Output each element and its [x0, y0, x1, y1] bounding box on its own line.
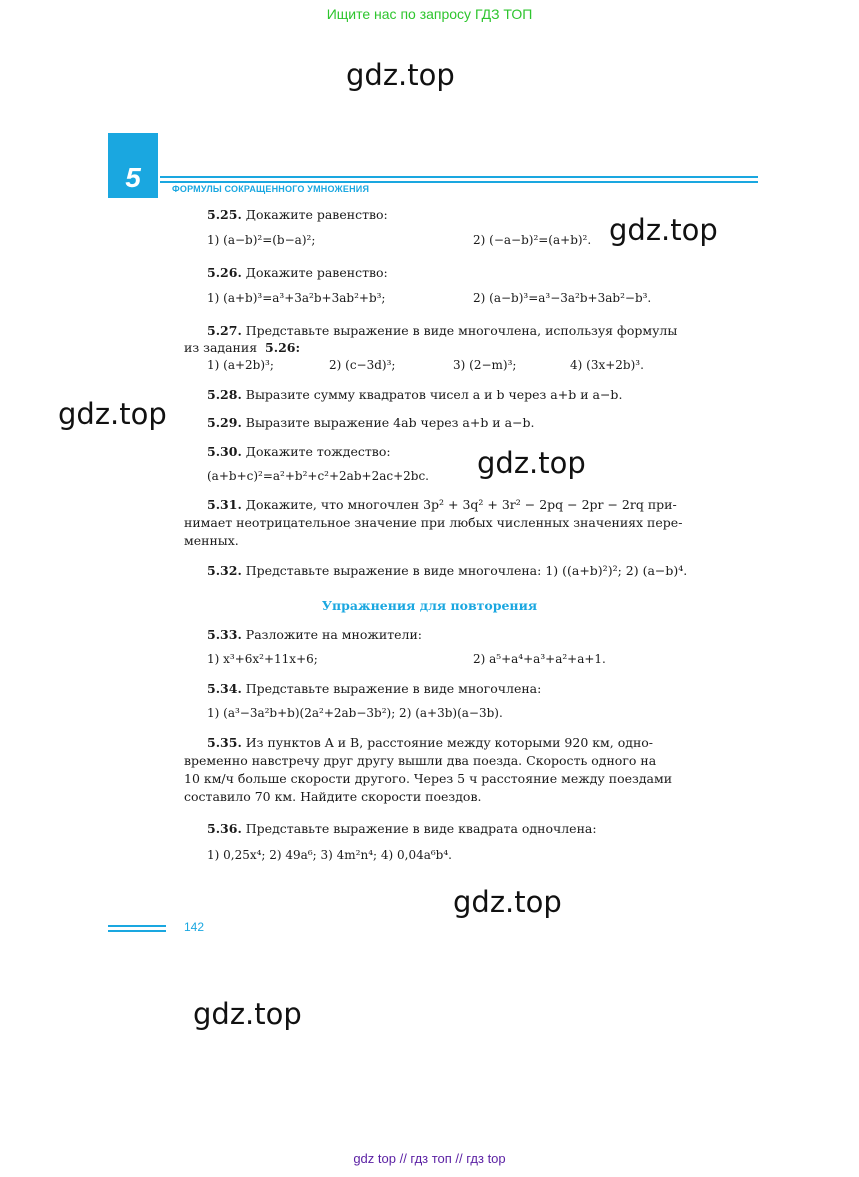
problem-5-27-item: 2) (c−3d)³;: [329, 358, 396, 372]
problem-5-33-part-2: 2) a⁵+a⁴+a³+a²+a+1.: [473, 652, 606, 666]
page-number: 142: [184, 920, 205, 934]
problem-5-27-item: 4) (3x+2b)³.: [570, 358, 644, 372]
problem-5-28: 5.28. Выразите сумму квадратов чисел a и b через a+b и a−b.: [207, 387, 623, 402]
chapter-title: ФОРМУЛЫ СОКРАЩЕННОГО УМНОЖЕНИЯ: [172, 184, 370, 194]
problem-5-35-line: временно навстречу друг другу вышли два поезда. Скорость одного на: [184, 753, 657, 768]
problem-5-27-item: 3) (2−m)³;: [453, 358, 517, 372]
problem-5-25: 5.25. Докажите равенство:: [207, 207, 388, 222]
problem-5-29: 5.29. Выразите выражение 4ab через a+b и a−b.: [207, 415, 535, 430]
problem-5-31-line: менных.: [184, 533, 239, 548]
problem-5-35-line: составило 70 км. Найдите скорости поездов.: [184, 789, 482, 804]
problem-5-31: 5.31. Докажите, что многочлен 3p² + 3q² + 3r² − 2pq − 2pr − 2rq при-: [207, 497, 677, 512]
problem-5-26: 5.26. Докажите равенство:: [207, 265, 388, 280]
header-rule: [160, 181, 758, 183]
problem-5-36: 5.36. Представьте выражение в виде квадрата одночлена:: [207, 821, 597, 836]
watermark: gdz.top: [477, 446, 586, 480]
problem-5-27: 5.27. Представьте выражение в виде многочлена, используя формулы: [207, 323, 678, 338]
problem-5-26-part-2: 2) (a−b)³=a³−3a²b+3ab²−b³.: [473, 291, 652, 305]
page-rule: [108, 930, 166, 932]
problem-5-36-items: 1) 0,25x⁴; 2) 49a⁶; 3) 4m²n⁴; 4) 0,04a⁶b⁴.: [207, 848, 452, 862]
problem-5-35: 5.35. Из пунктов A и B, расстояние между которыми 920 км, одно-: [207, 735, 654, 750]
chapter-number: 5: [125, 162, 141, 193]
problem-5-27-item: 1) (a+2b)³;: [207, 358, 274, 372]
problem-5-34-items: 1) (a³−3a²b+b)(2a²+2ab−3b²); 2) (a+3b)(a−3b).: [207, 706, 503, 720]
problem-5-33: 5.33. Разложите на множители:: [207, 627, 423, 642]
problem-5-27-cont: из задания 5.26:: [184, 340, 301, 355]
problem-5-32: 5.32. Представьте выражение в виде многочлена: 1) ((a+b)²)²; 2) (a−b)⁴.: [207, 563, 688, 578]
page-rule: [108, 925, 166, 927]
footer-links[interactable]: gdz top // гдз топ // гдз top: [353, 1151, 506, 1166]
problem-5-30: 5.30. Докажите тождество:: [207, 444, 391, 459]
problem-5-33-part-1: 1) x³+6x²+11x+6;: [207, 652, 318, 666]
watermark: gdz.top: [609, 213, 718, 247]
problem-5-35-line: 10 км/ч больше скорости другого. Через 5 ч расстояние между поездами: [184, 771, 673, 786]
problem-5-30-formula: (a+b+c)²=a²+b²+c²+2ab+2ac+2bc.: [207, 469, 429, 483]
watermark: gdz.top: [193, 997, 302, 1031]
search-banner: Ищите нас по запросу ГДЗ ТОП: [326, 6, 533, 22]
problem-5-34: 5.34. Представьте выражение в виде многочлена:: [207, 681, 542, 696]
watermark: gdz.top: [58, 397, 167, 431]
section-heading: Упражнения для повторения: [321, 598, 538, 613]
problem-5-25-part-1: 1) (a−b)²=(b−a)²;: [207, 233, 316, 247]
header-rule: [160, 176, 758, 178]
problem-5-26-part-1: 1) (a+b)³=a³+3a²b+3ab²+b³;: [207, 291, 386, 305]
problem-5-31-line: нимает неотрицательное значение при любых численных значениях пере-: [184, 515, 683, 530]
watermark: gdz.top: [346, 58, 455, 92]
watermark: gdz.top: [453, 885, 562, 919]
problem-5-25-part-2: 2) (−a−b)²=(a+b)².: [473, 233, 592, 247]
